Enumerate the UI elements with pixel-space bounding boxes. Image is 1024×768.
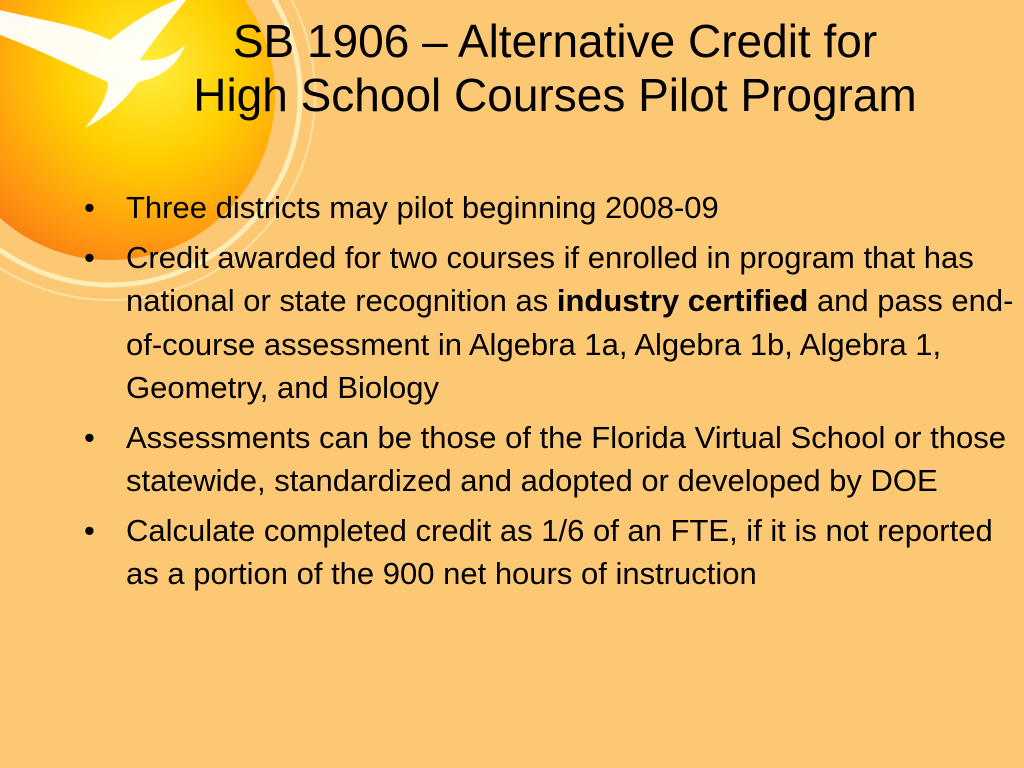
bullet-item [84, 509, 1014, 596]
bullet-list [84, 186, 1014, 602]
bullet-dot-icon: • [84, 239, 95, 275]
title-line-2: High School Courses Pilot Program [193, 69, 917, 121]
bullet-text: Calculate completed credit as 1/6 of an FTE, if it is not reported as a portion of the 900 net hours of instruction [126, 512, 993, 591]
title-line-1: SB 1906 – Alternative Credit for [232, 15, 878, 67]
slide-title [60, 14, 1024, 122]
bullet-dot-icon: • [84, 190, 95, 225]
bullet-text: Credit awarded for two courses if enrolled in program that has national or state recognition as [126, 239, 974, 318]
bullet-item [84, 186, 1014, 230]
bullet-bold-text: industry certified [556, 283, 809, 318]
bullet-item [84, 236, 1014, 410]
bullet-item [84, 416, 1014, 503]
bullet-text: Three districts may pilot beginning 2008-09 [126, 190, 719, 225]
bullet-dot-icon: • [84, 419, 95, 455]
bullet-text: Assessments can be those of the Florida Virtual School or those statewide, standardized and adopted or developed by DOE [126, 419, 1006, 498]
bullet-text: and pass end-of-course assessment in Algebra 1a, Algebra 1b, Algebra 1, Geometry, and Biology [126, 283, 1014, 405]
bullet-dot-icon: • [84, 512, 95, 548]
